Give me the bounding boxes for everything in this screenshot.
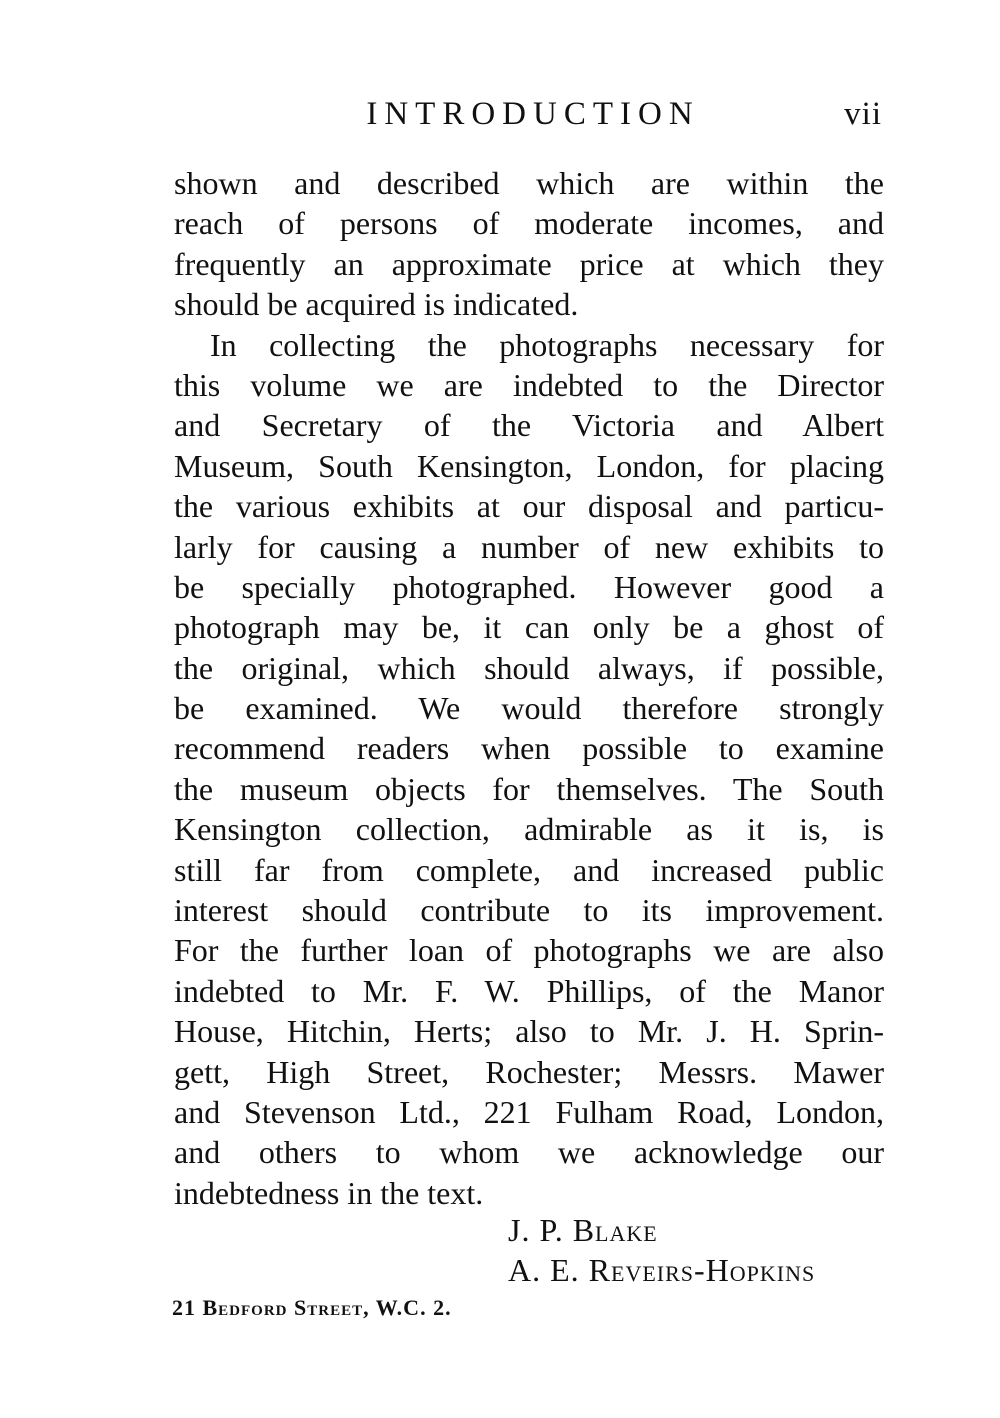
text-line: Museum, South Kensington, London, for placing <box>174 447 884 484</box>
text-line: frequently an approximate price at which they <box>174 245 884 282</box>
text-line: should be acquired is indicated. <box>174 286 579 323</box>
text-line: the original, which should always, if possible, <box>174 649 884 686</box>
text-line: the museum objects for themselves. The South <box>174 770 884 807</box>
text-line: the various exhibits at our disposal and particu- <box>174 488 884 525</box>
text-line: and others to whom we acknowledge our <box>174 1134 884 1171</box>
author-signature-reveirs-hopkins: A. E. Reveirs-Hopkins <box>508 1252 816 1288</box>
text-line: interest should contribute to its improvement. <box>174 892 884 929</box>
text-line: Kensington collection, admirable as it is, is <box>174 811 884 848</box>
text-line: For the further loan of photographs we are also <box>174 932 884 969</box>
text-line: recommend readers when possible to examine <box>174 730 884 767</box>
author-signature-blake: J. P. Blake <box>508 1212 658 1248</box>
chapter-title: INTRODUCTION <box>366 96 700 132</box>
text-line: shown and described which are within the <box>174 165 884 201</box>
running-head <box>174 92 884 136</box>
text-line: indebted to Mr. F. W. Phillips, of the Manor <box>174 972 884 1009</box>
text-line: and Secretary of the Victoria and Albert <box>174 407 884 444</box>
body-text <box>174 163 884 1213</box>
text-line: be specially photographed. However good a <box>174 568 884 605</box>
text-line: House, Hitchin, Herts; also to Mr. J. H. Sprin- <box>174 1013 884 1050</box>
publisher-address: 21 Bedford Street, W.C. 2. <box>172 1295 452 1320</box>
text-line: reach of persons of moderate incomes, and <box>174 205 884 242</box>
text-line: photograph may be, it can only be a ghost of <box>174 609 884 646</box>
text-line: larly for causing a number of new exhibits to <box>174 528 884 565</box>
text-line: be examined. We would therefore strongly <box>174 690 884 727</box>
page-number: vii <box>844 96 882 132</box>
text-line: indebtedness in the text. <box>174 1174 484 1211</box>
text-line: In collecting the photographs necessary for <box>210 326 884 363</box>
text-line: still far from complete, and increased public <box>174 851 884 888</box>
text-line: gett, High Street, Rochester; Messrs. Mawer <box>174 1053 884 1090</box>
text-line: this volume we are indebted to the Director <box>174 366 884 403</box>
signature-block <box>508 1210 888 1290</box>
text-line: and Stevenson Ltd., 221 Fulham Road, London, <box>174 1093 884 1130</box>
